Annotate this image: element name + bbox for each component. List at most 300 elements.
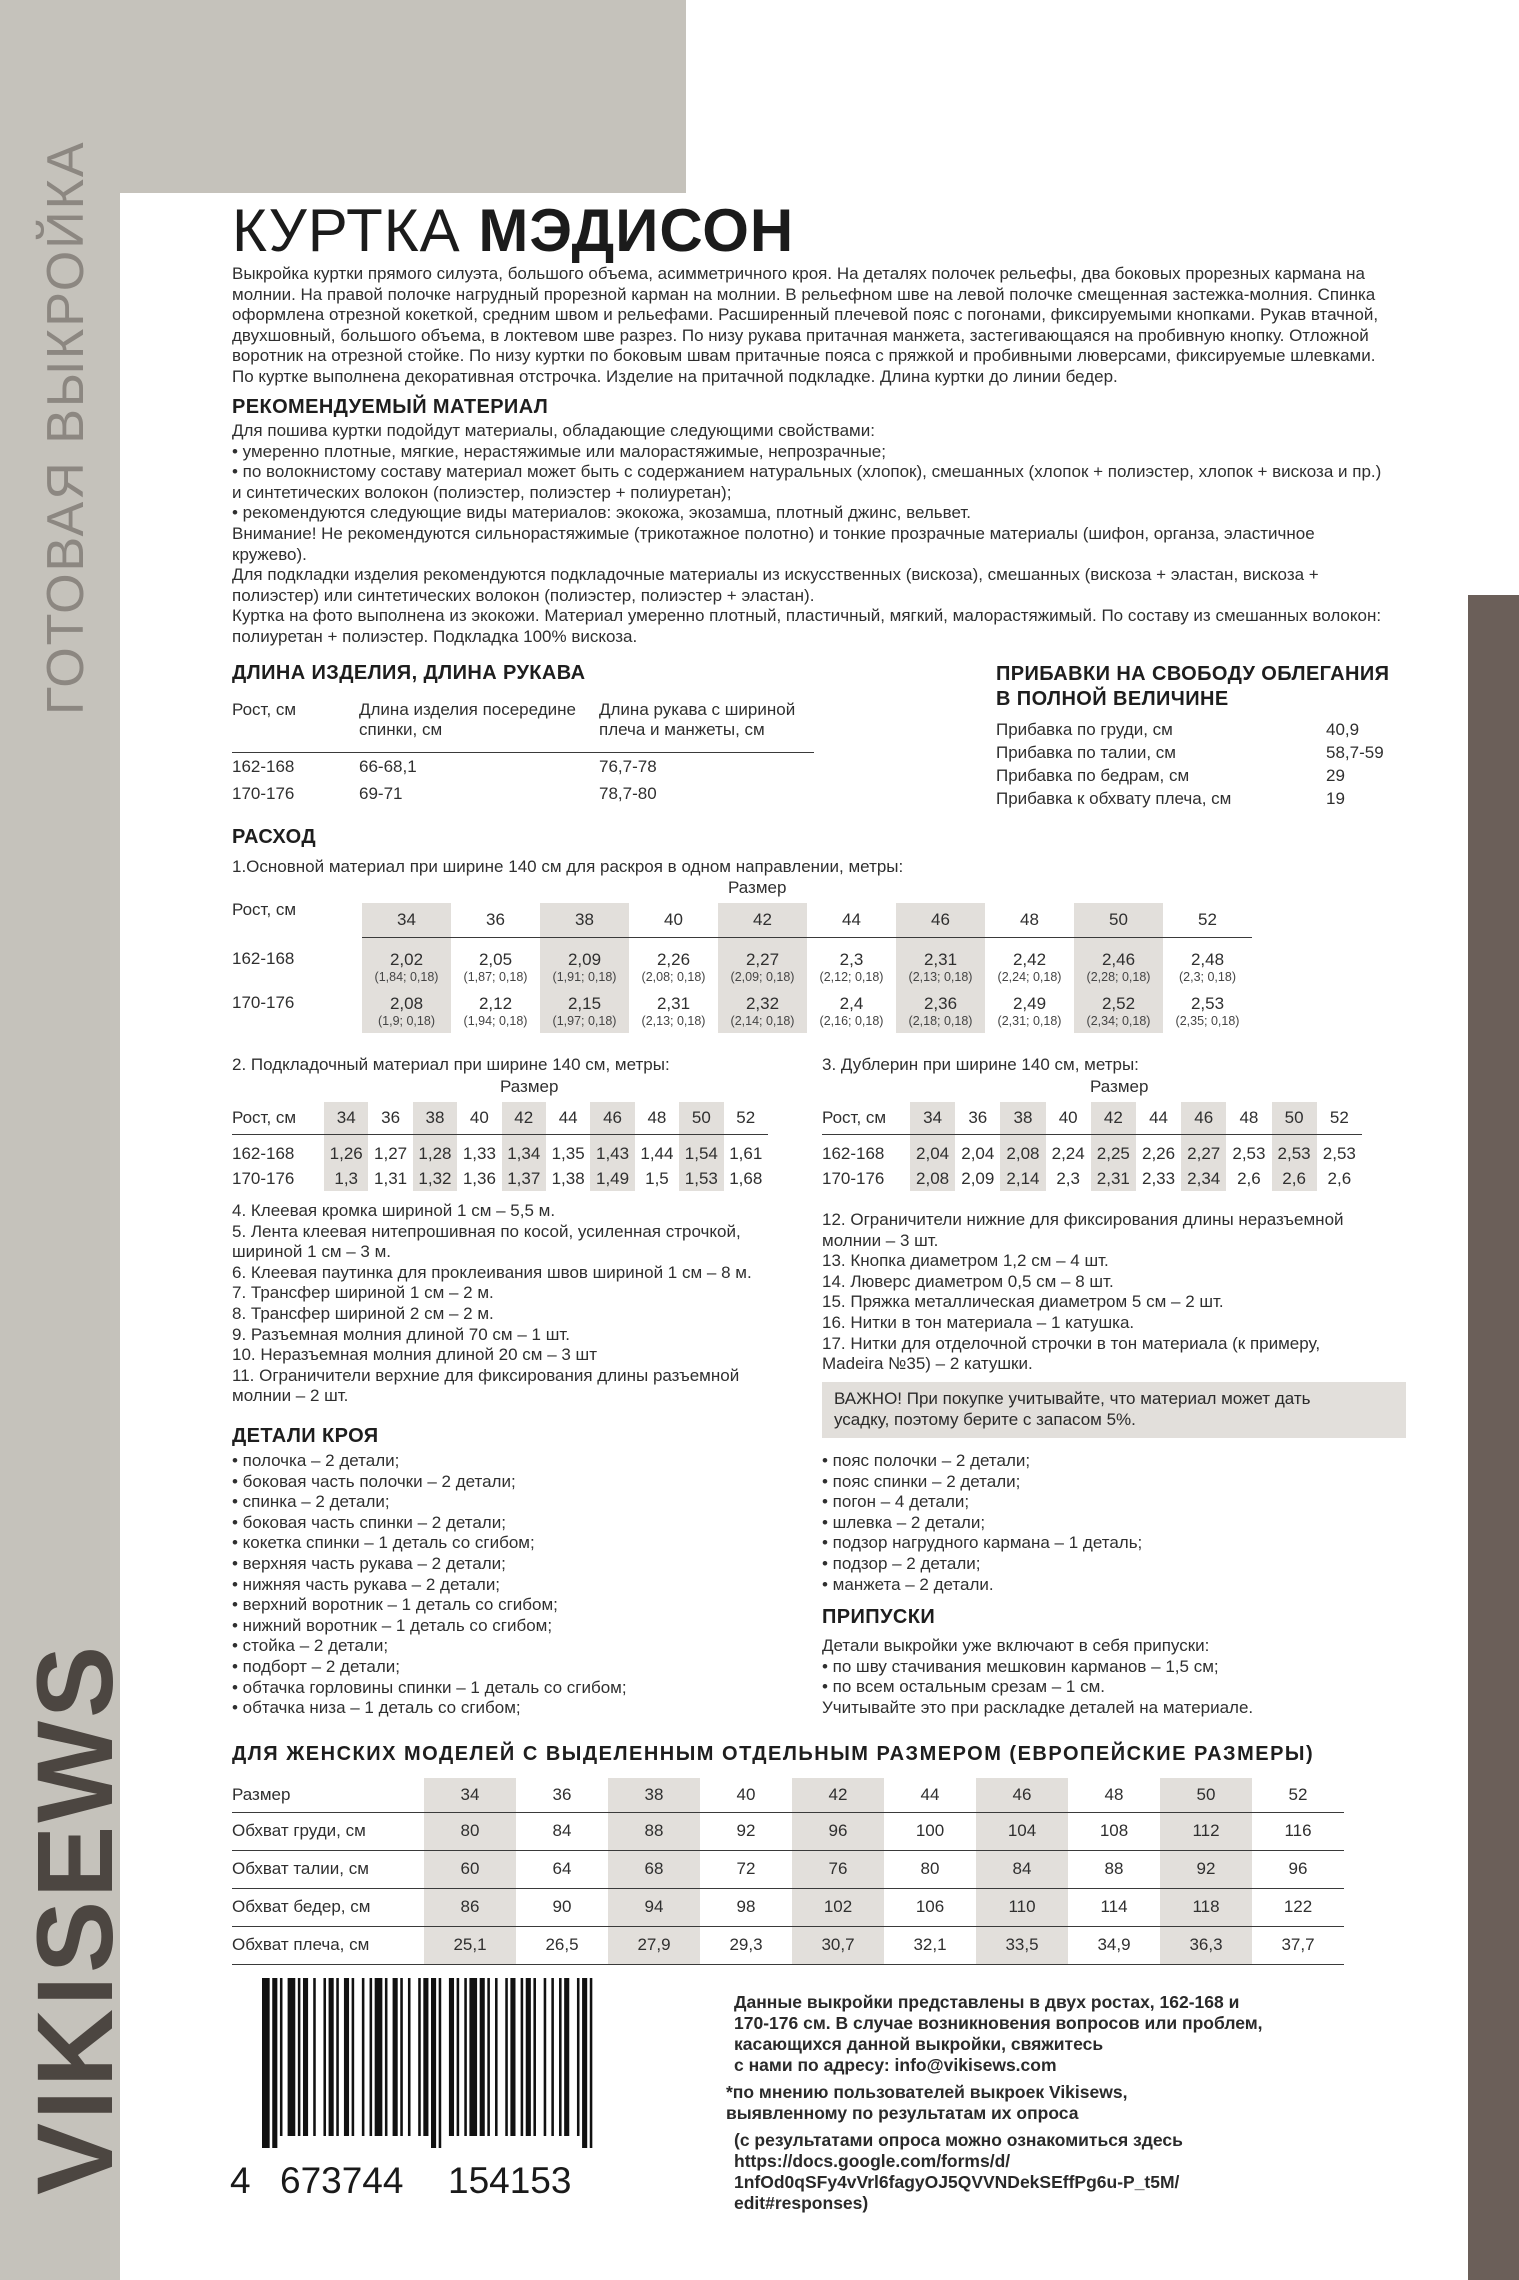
- gap-cell: [635, 1134, 679, 1141]
- size-cell: 40: [700, 1778, 792, 1812]
- size-header: 34: [324, 1102, 368, 1134]
- size-header: 40: [457, 1102, 501, 1134]
- consumption-subvalue: (2,14; 0,18): [730, 1014, 795, 1028]
- ease-value: 58,7-59: [1326, 742, 1384, 762]
- length-cell: 78,7-80: [599, 784, 657, 803]
- size-cell: 98: [700, 1888, 792, 1926]
- consumption-cell: 2,6: [1237, 1168, 1261, 1188]
- barcode-bar: [510, 1978, 515, 2136]
- size-cell: 76: [792, 1850, 884, 1888]
- size-cell: 88: [608, 1812, 700, 1850]
- page-title: КУРТКА МЭДИСОН: [232, 197, 795, 264]
- consumption-subvalue: (2,08; 0,18): [641, 970, 706, 984]
- size-header: 44: [546, 1102, 590, 1134]
- barcode-bar: [457, 1978, 460, 2136]
- size-cell: 84: [516, 1812, 608, 1850]
- size-header: 50: [1272, 1102, 1317, 1134]
- size-cell: 25,1: [424, 1926, 516, 1964]
- size-cell: 88: [1068, 1850, 1160, 1888]
- ease-label: Прибавка по бедрам, см: [996, 765, 1190, 785]
- consumption-cell: 2,53: [1322, 1143, 1356, 1163]
- length-cell: 162-168: [232, 757, 295, 777]
- ease-table: [996, 718, 1396, 810]
- size-cell: 80: [884, 1850, 976, 1888]
- consumption-cell: 2,08: [1000, 1141, 1045, 1166]
- size-header: 40: [629, 903, 718, 937]
- barcode-bar: [393, 1978, 398, 2136]
- lining-size-label: Размер: [500, 1077, 559, 1096]
- consumption-items-left: 4. Клеевая кромка шириной 1 см – 5,5 м. 5. Лента клеевая нитепрошивная по косой, усиленная строчкой, шириной 1 см – 3 м. 6. Клеевая паутинка для проклеивания швов шириной 1 см – 8 м. 7. Трансфер шириной 1 см – 2 м. 8. Трансфер шириной 2 см – 2 м. 9. Разъемная молния длиной 70 см – 1 шт. 10. Неразъемная молния длиной 20 см – 3 шт 11. Ограничители верхние для фиксирования длины разъемной молнии – 2 шт.: [232, 1201, 752, 1406]
- size-cell: 30,7: [792, 1926, 884, 1964]
- consumption-cell: 2,33: [1141, 1168, 1176, 1188]
- consumption-value: 2,36: [923, 994, 958, 1013]
- consumption-cell: [807, 945, 896, 989]
- size-cell: 44: [884, 1778, 976, 1812]
- consumption-value: 2,32: [745, 994, 780, 1013]
- size-header: 52: [724, 1102, 768, 1134]
- size-cell: 84: [976, 1850, 1068, 1888]
- consumption-cell: 1,54: [679, 1141, 723, 1166]
- material-text: Для пошива куртки подойдут материалы, обладающие следующими свойствами: • умеренно плотные, мягкие, нерастяжимые или малорастяжимые, непрозрачные; • по волокнистому составу материал может быть с содержанием натуральных (хлопок), смешанных (хлопок + полиэстер, хлопок + вискоза и пр.) и синтетических волокон (полиэстер, полиэстер + полиуретан); • рекомендуются следующие виды материалов: экокожа, экозамша, плотный джинс, вельвет. Внимание! Не рекомендуются сильнорастяжимые (трикотажное полотно) и тонкие прозрачные материалы (шифон, органза, эластичное кружево). Для подкладки изделия рекомендуются подкладочные материалы из искусственных (вискоза), смешанных (вискоза + эластан, вискоза + полиэстер) или синтетических волокон (полиэстер, полиэстер + эластан). Куртка на фото выполнена из экокожи. Материал умеренно плотный, пластичный, мягкий, малорастяжимый. По составу из смешанных волокон: полиуретан + полиэстер. Подкладка 100% вискоза.: [232, 421, 1382, 646]
- consumption-cell: 1,68: [729, 1168, 763, 1188]
- barcode-bar: [375, 1978, 383, 2136]
- length-header: Рост, см: [232, 700, 359, 752]
- gap-cell: [724, 1134, 768, 1141]
- consumption-cell: [1074, 989, 1163, 1033]
- consumption-value: 2,46: [1101, 950, 1136, 969]
- consumption-subvalue: (1,84; 0,18): [374, 970, 439, 984]
- consumption-value: 2,15: [567, 994, 602, 1013]
- consumption-value: 2,52: [1101, 994, 1136, 1013]
- size-row-label: Размер: [232, 1778, 424, 1812]
- consumption-cell: 2,31: [1091, 1166, 1136, 1191]
- consumption-cell: 2,04: [961, 1143, 995, 1163]
- interlining-size-label: Размер: [1090, 1077, 1149, 1096]
- size-cell: 94: [608, 1888, 700, 1926]
- gap-cell: [1136, 1134, 1181, 1141]
- gap-cell: [590, 1134, 634, 1141]
- size-cell: 92: [1160, 1850, 1252, 1888]
- size-cell: 72: [700, 1850, 792, 1888]
- barcode-bar: [362, 1978, 365, 2136]
- size-cell: 96: [1252, 1850, 1344, 1888]
- consumption-subvalue: (2,09; 0,18): [730, 970, 795, 984]
- size-cell: 104: [976, 1812, 1068, 1850]
- consumption-cell: 1,33: [462, 1143, 496, 1163]
- consumption-cell: [451, 989, 540, 1033]
- consumption-cell: 1,26: [324, 1141, 368, 1166]
- gap-cell: [910, 1134, 955, 1141]
- size-cell: 52: [1252, 1778, 1344, 1812]
- footer-link: (с результатами опроса можно ознакомиться здесь https://docs.google.com/forms/d/ 1nfOd0qSFy4vVrl6fagyOJ5QVVNDekSEffPg6u-P_t5M/ edit#responses): [734, 2130, 1183, 2213]
- size-header: 34: [362, 903, 451, 937]
- consumption-value: 2,08: [389, 994, 424, 1013]
- barcode-bar: [505, 1978, 508, 2136]
- gap-cell: [1046, 1134, 1091, 1141]
- size-header: 42: [502, 1102, 546, 1134]
- main-material-title: 1.Основной материал при ширине 140 см для раскроя в одном направлении, метры:: [232, 857, 904, 876]
- barcode-bar: [400, 1978, 403, 2136]
- consumption-cell: [362, 989, 451, 1033]
- consumption-value: 2,05: [478, 950, 513, 969]
- consumption-subvalue: (1,97; 0,18): [552, 1014, 617, 1028]
- details-heading: ДЕТАЛИ КРОЯ: [232, 1425, 379, 1447]
- size-label: Размер: [728, 878, 787, 897]
- size-cell: 26,5: [516, 1926, 608, 1964]
- consumption-cell: 2,04: [910, 1141, 955, 1166]
- consumption-value: 2,4: [839, 994, 864, 1013]
- barcode-digits-left: 673744: [280, 2160, 404, 2201]
- consumption-cell: 2,6: [1272, 1166, 1317, 1191]
- lining-table: [232, 1102, 768, 1191]
- size-header: 48: [985, 903, 1074, 937]
- consumption-value: 2,42: [1012, 950, 1047, 969]
- size-header: 38: [413, 1102, 457, 1134]
- height-cell: 170-176: [232, 993, 295, 1012]
- footer-survey: *по мнению пользователей выкроек Vikisews, выявленному по результатам их опроса: [726, 2082, 1128, 2123]
- barcode-bar: [431, 1978, 436, 2148]
- consumption-cell: 2,53: [1272, 1141, 1317, 1166]
- consumption-value: 2,31: [656, 994, 691, 1013]
- consumption-cell: [985, 945, 1074, 989]
- size-header: 48: [635, 1102, 679, 1134]
- size-cell: 27,9: [608, 1926, 700, 1964]
- size-cell: 118: [1160, 1888, 1252, 1926]
- consumption-value: 2,49: [1012, 994, 1047, 1013]
- consumption-cell: [540, 989, 629, 1033]
- barcode-bar: [370, 1978, 373, 2136]
- consumption-cell: 1,35: [551, 1143, 585, 1163]
- consumption-cell: [896, 989, 985, 1033]
- barcode-bar: [352, 1978, 355, 2136]
- consumption-cell: 2,09: [961, 1168, 995, 1188]
- interlining-title: 3. Дублерин при ширине 140 см, метры:: [822, 1055, 1139, 1074]
- consumption-cell: 1,61: [729, 1143, 763, 1163]
- consumption-cell: 1,38: [551, 1168, 585, 1188]
- gap-cell: [1226, 1134, 1271, 1141]
- consumption-cell: [985, 989, 1074, 1033]
- consumption-subvalue: (1,87; 0,18): [463, 970, 528, 984]
- size-header: 42: [718, 903, 807, 937]
- consumption-cell: 1,49: [590, 1166, 634, 1191]
- size-cell: 100: [884, 1812, 976, 1850]
- consumption-subvalue: (2,16; 0,18): [819, 1014, 884, 1028]
- lining-height-header: Рост, см: [232, 1102, 324, 1134]
- height-cell: 170-176: [822, 1168, 885, 1188]
- size-chart-heading: ДЛЯ ЖЕНСКИХ МОДЕЛЕЙ С ВЫДЕЛЕННЫМ ОТДЕЛЬНЫМ РАЗМЕРОМ (ЕВРОПЕЙСКИЕ РАЗМЕРЫ): [232, 1743, 1315, 1765]
- footer-info: Данные выкройки представлены в двух ростах, 162-168 и 170-176 см. В случае возникновения вопросов или проблем, касающихся данной выкройки, свяжитесь с нами по адресу: info@vikisews.com: [734, 1992, 1263, 2075]
- gap-cell: [1000, 1134, 1045, 1141]
- size-cell: 36: [516, 1778, 608, 1812]
- consumption-cell: 2,08: [910, 1166, 955, 1191]
- barcode-bar: [590, 1978, 593, 2148]
- consumption-heading: РАСХОД: [232, 826, 316, 848]
- size-cell: 37,7: [1252, 1926, 1344, 1964]
- height-label: Рост, см: [232, 900, 297, 919]
- size-cell: 50: [1160, 1778, 1252, 1812]
- consumption-cell: [451, 945, 540, 989]
- barcode-bar: [385, 1978, 388, 2136]
- consumption-cell: [807, 989, 896, 1033]
- size-cell: 46: [976, 1778, 1068, 1812]
- length-cell: 69-71: [359, 784, 403, 803]
- ease-value: 40,9: [1326, 719, 1360, 739]
- gap-cell: [324, 1134, 368, 1141]
- size-cell: 110: [976, 1888, 1068, 1926]
- consumption-cell: [1163, 945, 1252, 989]
- consumption-cell: 2,3: [1056, 1168, 1080, 1188]
- ease-label: Прибавка к обхвату плеча, см: [996, 788, 1232, 808]
- barcode-bar: [526, 1978, 531, 2136]
- barcode-digits-right: 154153: [448, 2160, 572, 2201]
- size-row-label: Обхват бедер, см: [232, 1888, 424, 1926]
- size-header: 46: [590, 1102, 634, 1134]
- barcode-bar: [469, 1978, 477, 2136]
- consumption-cell: 1,32: [413, 1166, 457, 1191]
- barcode-icon: [262, 1978, 600, 2148]
- consumption-items-right: 12. Ограничители нижние для фиксирования длины неразъемной молнии – 3 шт. 13. Кнопка диаметром 1,2 см – 4 шт. 14. Люверс диаметром 0,5 см – 8 шт. 15. Пряжка металлическая диаметром 5 см – 2 шт. 16. Нитки в тон материала – 1 катушка. 17. Нитки для отделочной строчки в тон материала (к примеру, Madeira №35) – 2 катушки.: [822, 1210, 1344, 1374]
- right-band-overlay: [1468, 595, 1519, 2280]
- consumption-cell: 2,6: [1327, 1168, 1352, 1188]
- barcode-bar: [262, 1978, 270, 2148]
- size-header: 52: [1163, 903, 1252, 937]
- consumption-cell: 1,53: [679, 1166, 723, 1191]
- brand-logo: VIKISEWS: [14, 1642, 135, 2195]
- consumption-value: 2,26: [656, 950, 691, 969]
- consumption-subvalue: (2,35; 0,18): [1175, 1014, 1240, 1028]
- important-note: ВАЖНО! При покупке учитывайте, что материал может дать усадку, поэтому берите с запасом 5%.: [822, 1382, 1406, 1438]
- consumption-value: 2,3: [839, 950, 864, 969]
- barcode-bar: [408, 1978, 411, 2136]
- consumption-cell: 1,5: [645, 1168, 669, 1188]
- length-header: Длина рукава с шириной плеча и манжеты, см: [599, 700, 814, 752]
- size-cell: 114: [1068, 1888, 1160, 1926]
- size-cell: 60: [424, 1850, 516, 1888]
- barcode-bar: [487, 1978, 490, 2136]
- consumption-cell: 2,24: [1051, 1143, 1085, 1163]
- size-cell: 38: [608, 1778, 700, 1812]
- size-header: 46: [1181, 1102, 1226, 1134]
- consumption-cell: 1,43: [590, 1141, 634, 1166]
- size-cell: 108: [1068, 1812, 1160, 1850]
- allowances-text: Детали выкройки уже включают в себя припуски: • по шву стачивания мешковин карманов – 1,5 см; • по всем остальным срезам – 1 см. Учитывайте это при раскладке деталей на материале.: [822, 1636, 1254, 1717]
- consumption-cell: 2,34: [1181, 1166, 1226, 1191]
- consumption-subvalue: (1,91; 0,18): [552, 970, 617, 984]
- consumption-subvalue: (2,18; 0,18): [908, 1014, 973, 1028]
- barcode-bar: [272, 1978, 277, 2148]
- size-cell: 32,1: [884, 1926, 976, 1964]
- barcode-bar: [544, 1978, 547, 2136]
- consumption-cell: 2,26: [1141, 1143, 1176, 1163]
- barcode-bar: [449, 1978, 454, 2136]
- size-header: 44: [1136, 1102, 1181, 1134]
- barcode-bar: [521, 1978, 524, 2136]
- length-cell: 76,7-78: [599, 757, 657, 777]
- intro-text: Выкройка куртки прямого силуэта, большого объема, асимметричного кроя. На деталях полочек рельефы, два боковых прорезных кармана на молнии. На правой полочке нагрудный прорезной карман на молнии. В рельефном шве на левой полочке смещенная застежка-молния. Спинка оформлена отрезной кокеткой, средним швом и рельефами. Расширенный плечевой пояс с погонами, фиксируемыми кнопками. Рукав втачной, двухшовный, большого объема, в локтевом шве разрез. По низу рукава притачная манжета, застегивающаяся на пробивную кнопку. Отложной воротник на отрезной стойке. По низу куртки по боковым швам притачные пояса с пряжкой и пробивными люверсами, фиксируемые шлевками. По куртке выполнена декоративная отстрочка. Изделие на притачной подкладке. Длина куртки до линии бедер.: [232, 264, 1379, 386]
- gap-cell: [368, 1134, 412, 1141]
- barcode-bar: [582, 1978, 587, 2148]
- size-header: 42: [1091, 1102, 1136, 1134]
- size-cell: 80: [424, 1812, 516, 1850]
- lining-title: 2. Подкладочный материал при ширине 140 см, метры:: [232, 1055, 670, 1074]
- consumption-cell: [629, 945, 718, 989]
- size-cell: 48: [1068, 1778, 1160, 1812]
- gap-cell: [679, 1134, 723, 1141]
- size-cell: 90: [516, 1888, 608, 1926]
- consumption-subvalue: (2,31; 0,18): [997, 1014, 1062, 1028]
- size-row-label: Обхват груди, см: [232, 1812, 424, 1850]
- barcode-bar: [480, 1978, 485, 2136]
- consumption-subvalue: (2,13; 0,18): [641, 1014, 706, 1028]
- size-header: 50: [679, 1102, 723, 1134]
- gap-cell: [1317, 1134, 1362, 1141]
- consumption-cell: 2,14: [1000, 1166, 1045, 1191]
- consumption-cell: 1,28: [413, 1141, 457, 1166]
- gap-cell: [457, 1134, 501, 1141]
- barcode-bar: [418, 1978, 421, 2136]
- barcode-bar: [559, 1978, 562, 2136]
- gap-cell: [546, 1134, 590, 1141]
- barcode-bar: [423, 1978, 428, 2136]
- consumption-value: 2,31: [923, 950, 958, 969]
- barcode-bar: [464, 1978, 467, 2136]
- height-cell: 162-168: [232, 1143, 295, 1163]
- size-cell: 102: [792, 1888, 884, 1926]
- side-label: ГОТОВАЯ ВЫКРОЙКА: [37, 140, 95, 715]
- size-cell: 86: [424, 1888, 516, 1926]
- barcode-bar: [336, 1978, 339, 2136]
- ease-label: Прибавка по талии, см: [996, 742, 1176, 762]
- interlining-table: [822, 1102, 1362, 1191]
- consumption-cell: [718, 989, 807, 1033]
- barcode-bar: [298, 1978, 301, 2136]
- consumption-cell: 1,36: [462, 1168, 496, 1188]
- size-cell: 92: [700, 1812, 792, 1850]
- size-header: 36: [451, 903, 540, 937]
- size-cell: 34: [424, 1778, 516, 1812]
- length-heading: ДЛИНА ИЗДЕЛИЯ, ДЛИНА РУКАВА: [232, 662, 586, 684]
- size-cell: 112: [1160, 1812, 1252, 1850]
- main-consumption-table: [362, 903, 1252, 1033]
- details-right: • пояс полочки – 2 детали; • пояс спинки – 2 детали; • погон – 4 детали; • шлевка – 2 детали; • подзор нагрудного кармана – 1 деталь; • подзор – 2 детали; • манжета – 2 детали.: [822, 1451, 1143, 1594]
- consumption-subvalue: (2,13; 0,18): [908, 970, 973, 984]
- height-cell: 162-168: [822, 1143, 885, 1163]
- barcode-bar: [313, 1978, 316, 2136]
- height-cell: 162-168: [232, 949, 295, 968]
- consumption-subvalue: (2,12; 0,18): [819, 970, 884, 984]
- barcode-bar: [564, 1978, 569, 2136]
- ease-value: 29: [1326, 765, 1345, 785]
- size-header: 38: [1000, 1102, 1045, 1134]
- barcode-bar: [344, 1978, 349, 2136]
- barcode-bar: [439, 1978, 442, 2148]
- consumption-subvalue: (2,28; 0,18): [1086, 970, 1151, 984]
- barcode-bar: [329, 1978, 334, 2136]
- length-cell: 66-68,1: [359, 757, 417, 777]
- consumption-cell: [540, 945, 629, 989]
- ease-label: Прибавка по груди, см: [996, 719, 1173, 739]
- size-cell: 106: [884, 1888, 976, 1926]
- gap-cell: [955, 1134, 1000, 1141]
- consumption-cell: 1,3: [324, 1166, 368, 1191]
- length-table: [232, 700, 814, 806]
- allowances-heading: ПРИПУСКИ: [822, 1606, 936, 1628]
- consumption-value: 2,12: [478, 994, 513, 1013]
- consumption-subvalue: (2,24; 0,18): [997, 970, 1062, 984]
- consumption-cell: 2,27: [1181, 1141, 1226, 1166]
- consumption-subvalue: (2,34; 0,18): [1086, 1014, 1151, 1028]
- size-header: 34: [910, 1102, 955, 1134]
- ease-value: 19: [1326, 788, 1345, 808]
- size-cell: 29,3: [700, 1926, 792, 1964]
- size-cell: 34,9: [1068, 1926, 1160, 1964]
- consumption-cell: [718, 945, 807, 989]
- consumption-value: 2,02: [389, 950, 424, 969]
- material-heading: РЕКОМЕНДУЕМЫЙ МАТЕРИАЛ: [232, 396, 549, 418]
- ease-heading: ПРИБАВКИ НА СВОБОДУ ОБЛЕГАНИЯ В ПОЛНОЙ ВЕЛИЧИНЕ: [996, 663, 1390, 710]
- gap-cell: [502, 1134, 546, 1141]
- size-cell: 42: [792, 1778, 884, 1812]
- consumption-cell: 2,53: [1232, 1143, 1266, 1163]
- size-header: 38: [540, 903, 629, 937]
- consumption-cell: 1,44: [640, 1143, 674, 1163]
- size-cell: 64: [516, 1850, 608, 1888]
- gap-cell: [413, 1134, 457, 1141]
- length-cell: 170-176: [232, 784, 295, 803]
- consumption-subvalue: (1,94; 0,18): [463, 1014, 528, 1028]
- consumption-cell: [896, 945, 985, 989]
- consumption-cell: [362, 945, 451, 989]
- size-chart-table: [232, 1778, 1344, 1965]
- gap-cell: [1181, 1134, 1226, 1141]
- size-row-label: Обхват талии, см: [232, 1850, 424, 1888]
- barcode-bar: [551, 1978, 554, 2136]
- consumption-cell: [1074, 945, 1163, 989]
- size-cell: 122: [1252, 1888, 1344, 1926]
- consumption-cell: [1163, 989, 1252, 1033]
- barcode-bar: [495, 1978, 498, 2136]
- barcode-bar: [288, 1978, 296, 2136]
- size-header: 48: [1226, 1102, 1271, 1134]
- barcode-bar: [303, 1978, 308, 2136]
- barcode-bar: [533, 1978, 536, 2136]
- consumption-subvalue: (2,3; 0,18): [1179, 970, 1236, 984]
- consumption-cell: 1,27: [374, 1143, 408, 1163]
- size-header: 46: [896, 903, 985, 937]
- gap-cell: [1091, 1134, 1136, 1141]
- interlining-height-header: Рост, см: [822, 1102, 910, 1134]
- consumption-cell: [629, 989, 718, 1033]
- height-cell: 170-176: [232, 1168, 295, 1188]
- consumption-cell: 1,37: [502, 1166, 546, 1191]
- size-header: 52: [1317, 1102, 1362, 1134]
- length-header: Длина изделия посередине спинки, см: [359, 700, 599, 752]
- size-header: 44: [807, 903, 896, 937]
- consumption-value: 2,48: [1190, 950, 1225, 969]
- consumption-value: 2,53: [1190, 994, 1225, 1013]
- size-cell: 33,5: [976, 1926, 1068, 1964]
- consumption-value: 2,09: [567, 950, 602, 969]
- size-header: 50: [1074, 903, 1163, 937]
- size-header: 36: [955, 1102, 1000, 1134]
- size-header: 36: [368, 1102, 412, 1134]
- barcode-bar: [577, 1978, 580, 2136]
- size-header: 40: [1046, 1102, 1091, 1134]
- size-cell: 68: [608, 1850, 700, 1888]
- gap-cell: [1272, 1134, 1317, 1141]
- barcode-bar: [323, 1978, 326, 2136]
- size-cell: 116: [1252, 1812, 1344, 1850]
